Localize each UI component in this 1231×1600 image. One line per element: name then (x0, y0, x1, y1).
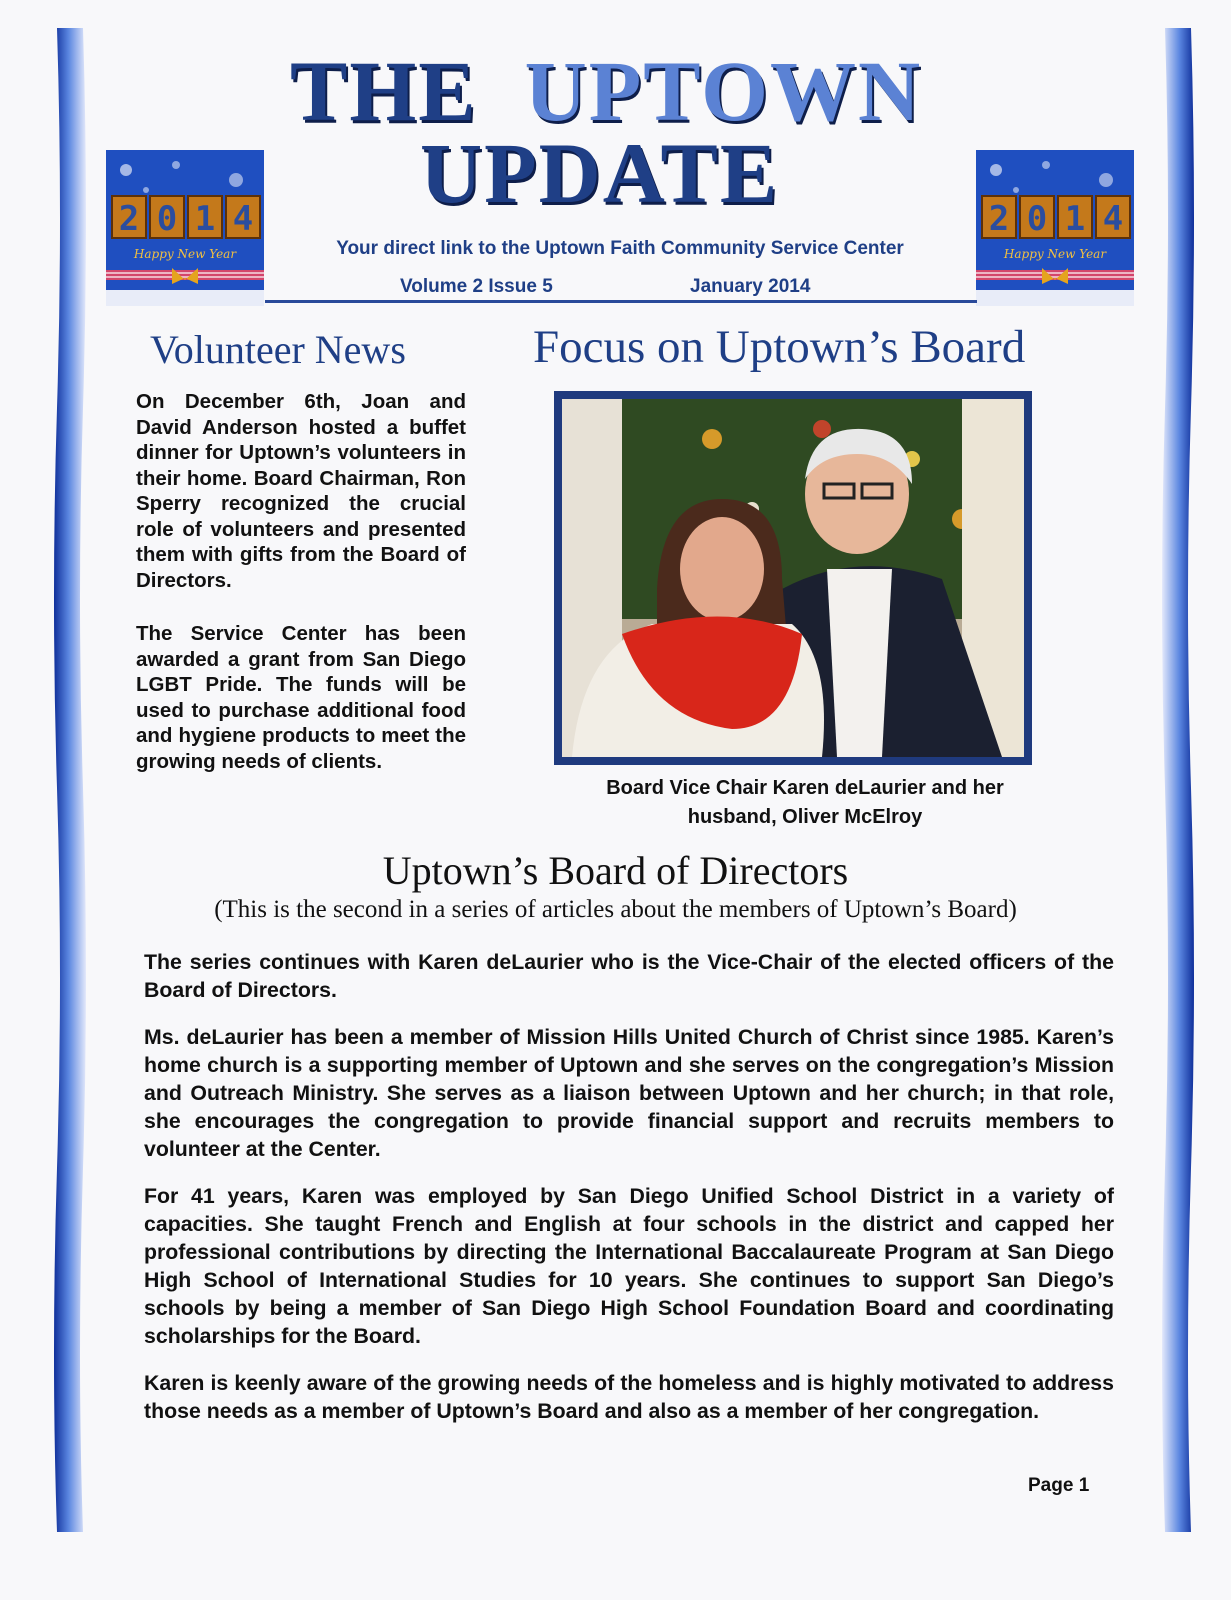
article-paragraph: Karen is keenly aware of the growing needs of the homeless and is highly motivated to address those needs as a member of Uptown’s Board and also as a member of her congregation. (144, 1371, 1114, 1423)
right-decorative-border (1161, 28, 1195, 1532)
article-paragraph: For 41 years, Karen was employed by San Diego Unified School District in a variety of capacities. She taught French and English at four schools in the district and capped her professional contributions by directing the International Baccalaureate Program at San Diego High School of International Studies for 10 years. She continues to support San Diego’s schools by being a member of San Diego High School Foundation Board and coordinating scholarships for the Board. (144, 1184, 1114, 1348)
volunteer-news-body (136, 389, 466, 802)
photo-caption (560, 774, 1050, 832)
header-divider (265, 300, 977, 303)
masthead-title-line2 (420, 125, 780, 221)
title-word-update: UPDATE (420, 125, 780, 221)
board-article-body (144, 948, 1114, 1444)
badge-greeting: Happy New Year (133, 247, 237, 261)
badge-digit: 4 (232, 199, 254, 239)
volunteer-news-paragraph: On December 6th, Joan and David Anderson hosted a buffet dinner for Uptown’s volunteers in their home. Board Chairman, Ron Sperry recognized the crucial role of volunteers and presented them with gifts from the Board of Directors. (136, 390, 466, 592)
left-decorative-border (53, 28, 87, 1532)
volunteer-news-heading: Volunteer News (150, 327, 406, 372)
masthead-tagline: Your direct link to the Uptown Faith Community Service Center (336, 238, 904, 259)
board-directors-heading: Uptown’s Board of Directors (382, 848, 849, 893)
badge-digit: 1 (1064, 199, 1086, 239)
caption-line: Board Vice Chair Karen deLaurier and her (606, 777, 1004, 799)
issue-volume: Volume 2 Issue 5 (400, 276, 553, 297)
badge-digit: 2 (118, 199, 140, 239)
board-photo (554, 391, 1032, 765)
page-number: Page 1 (1028, 1475, 1090, 1496)
new-year-badge-left (106, 150, 264, 306)
title-word-uptown: UPTOWN (524, 43, 923, 139)
focus-board-heading: Focus on Uptown’s Board (533, 321, 1026, 373)
badge-digit: 1 (194, 199, 216, 239)
badge-digit: 2 (988, 199, 1010, 239)
badge-digit: 0 (1026, 199, 1048, 239)
new-year-badge-right (976, 150, 1134, 306)
issue-date: January 2014 (690, 276, 811, 297)
board-directors-subheading: (This is the second in a series of articles about the members of Uptown’s Board) (214, 896, 1017, 923)
badge-digit: 0 (156, 199, 178, 239)
badge-greeting: Happy New Year (1003, 247, 1107, 261)
volunteer-news-paragraph: The Service Center has been awarded a grant from San Diego LGBT Pride. The funds will be used to purchase additional food and hygiene products to meet the growing needs of clients. (136, 622, 466, 773)
masthead-title-line1 (290, 43, 923, 139)
article-paragraph: Ms. deLaurier has been a member of Mission Hills United Church of Christ since 1985. Karen’s home church is a supporting member of Uptown and she serves on the congregation’s Mission and Outreach Ministry. She serves as a liaison between Uptown and her church; in that role, she encourages the congregation to provide financial support and recruits members to volunteer at the Center. (144, 1025, 1114, 1161)
badge-digit: 4 (1102, 199, 1124, 239)
caption-line: husband, Oliver McElroy (687, 806, 923, 828)
article-paragraph: The series continues with Karen deLaurier who is the Vice-Chair of the elected officers of the Board of Directors. (144, 950, 1114, 1002)
title-word-the: THE (290, 43, 478, 139)
